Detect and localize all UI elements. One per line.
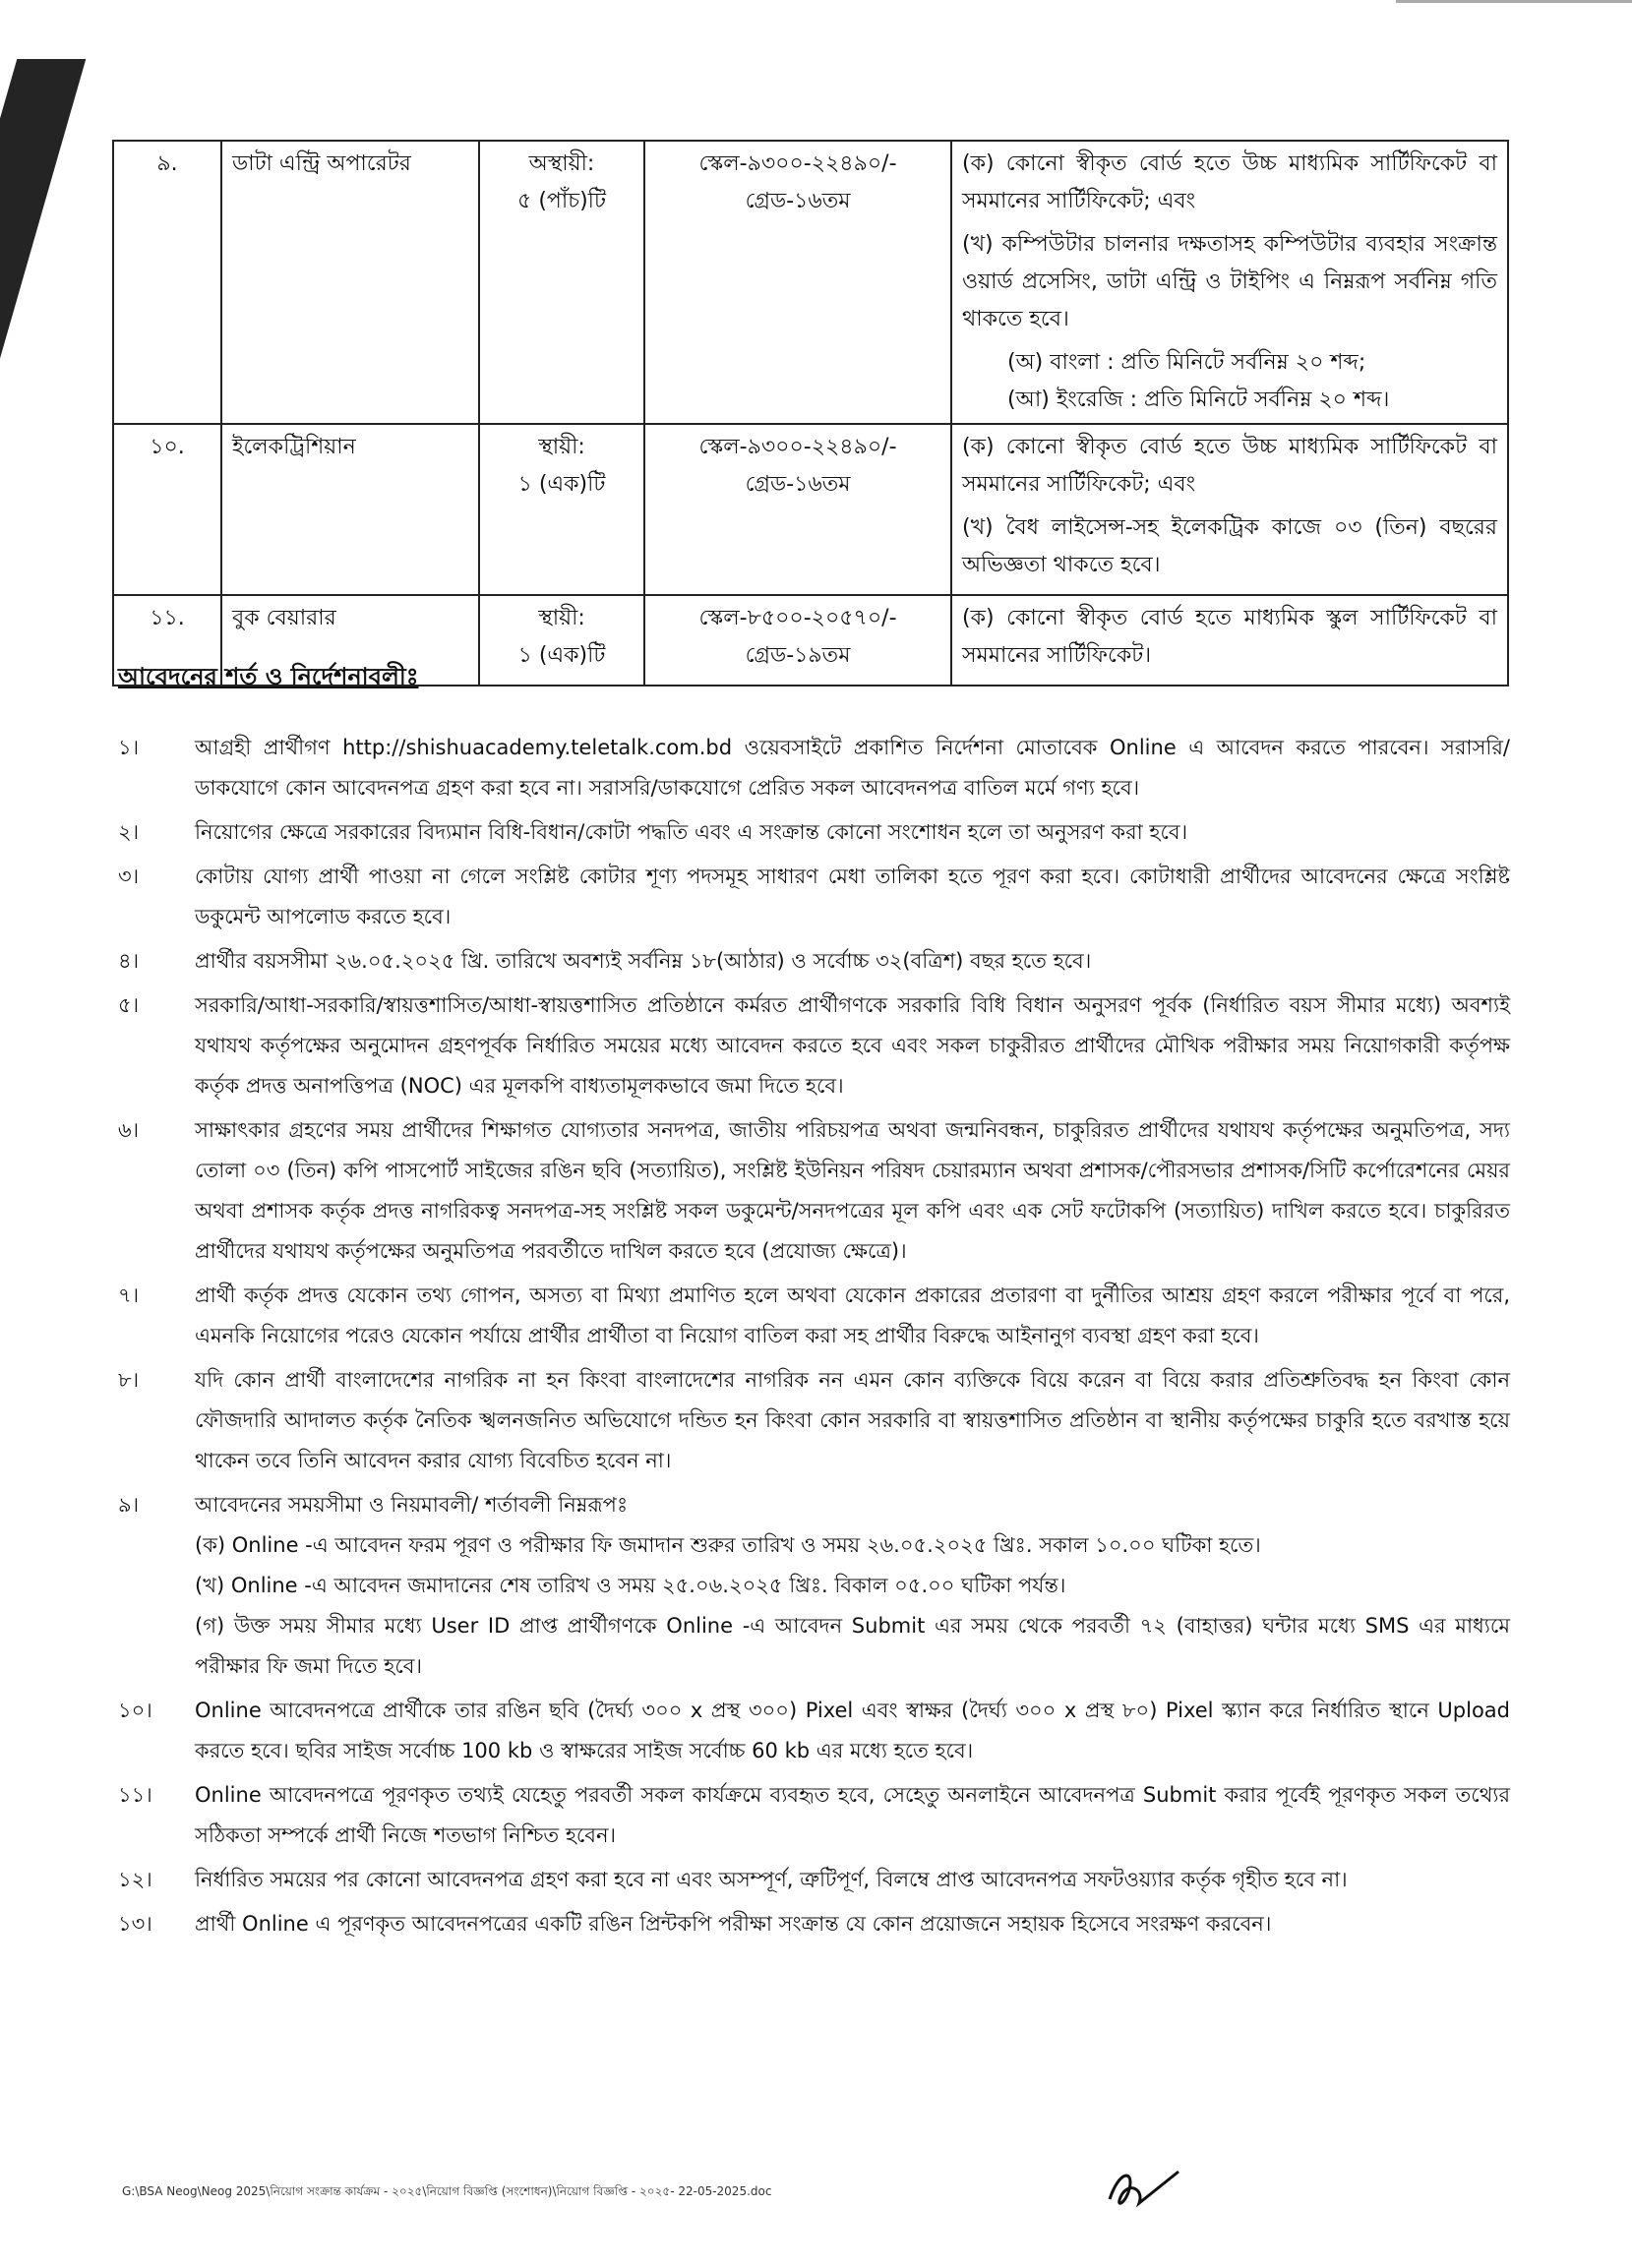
instruction-item <box>118 985 1510 1106</box>
posts-table <box>112 140 1509 686</box>
qualification-item: (ক) কোনো স্বীকৃত বোর্ড হতে মাধ্যমিক স্কুল সার্টিফিকেট বা সমমানের সার্টিফিকেট। <box>962 606 1497 668</box>
instruction-item <box>118 812 1510 853</box>
instruction-item <box>118 1360 1510 1481</box>
instruction-item <box>118 1904 1510 1944</box>
serial-cell: ১১. <box>113 595 221 686</box>
instruction-item <box>118 1775 1510 1856</box>
conditions-heading: আবেদনের শর্ত ও নির্দেশনাবলীঃ <box>118 663 419 690</box>
instruction-text: সাক্ষাৎকার গ্রহণের সময় প্রার্থীদের শিক্ষাগত যোগ্যতার সনদপত্র, জাতীয় পরিচয়পত্র অথবা জন্মনিবন্ধন, চাকুরিরত প্রার্থীদের যথাযথ কর্তৃপক্ষের অনুমতিপত্র, সদ্য তোলা ০৩ (তিন) কপি পাসপোর্ট সাইজের রঙিন ছবি (সত্যায়িত), সংশ্লিষ্ট ইউনিয়ন পরিষদ চেয়ারম্যান অথবা প্রশাসক/পৌরসভার প্রশাসক/সিটি কর্পোরেশনের মেয়র অথবা প্রশাসক কর্তৃক প্রদত্ত নাগরিকত্ব সনদপত্র-সহ সংশ্লিষ্ট সকল ডকুমেন্ট/সনদপত্রের মূল কপি এবং এক সেট ফটোকপি (সত্যায়িত) দাখিল করতে হবে। চাকুরিরত প্রার্থীদের যথাযথ কর্তৃপক্ষের অনুমতিপত্র পরবর্তীতে দাখিল করতে হবে (প্রযোজ্য ক্ষেত্রে)। <box>195 1118 1510 1263</box>
instruction-number: ৩। <box>118 865 140 888</box>
pay-grade: গ্রেড-১৬তম <box>745 472 851 497</box>
pay-grade: গ্রেড-১৯তম <box>745 643 851 668</box>
instruction-text: নিয়োগের ক্ষেত্রে সরকারের বিদ্যমান বিধি-বিধান/কোটা পদ্ধতি এবং এ সংক্রান্ত কোনো সংশোধন হলে তা অনুসরণ করা হবে। <box>195 820 1188 844</box>
pay-scale: স্কেল-৯৩০০-২২৪৯০/- <box>698 435 897 459</box>
instruction-subitem: (খ) Online -এ আবেদন জমাদানের শেষ তারিখ ও সময় ২৫.০৬.২০২৫ খ্রিঃ. বিকাল ০৫.০০ ঘটিকা পর্যন্ত। <box>195 1574 1066 1597</box>
pay-scale: স্কেল-৯৩০০-২২৪৯০/- <box>698 151 897 176</box>
file-path-footer: G:\BSA Neog\Neog 2025\নিয়োগ সংক্রান্ত কার্যক্রম - ২০২৫\নিয়োগ বিজ্ঞপ্তি (সংশোধন)\নিয়োগ বিজ্ঞপ্তি - ২০২৫- 22-05-2025.doc <box>122 2184 772 2198</box>
count-type: অস্থায়ী: <box>528 151 595 176</box>
post-count-cell <box>479 424 644 595</box>
serial-cell: ৯. <box>113 141 221 424</box>
instruction-number: ১২। <box>118 1868 152 1891</box>
post-count-cell <box>479 141 644 424</box>
qualification-item: (ক) কোনো স্বীকৃত বোর্ড হতে উচ্চ মাধ্যমিক সার্টিফিকেট বা সমমানের সার্টিফিকেট; এবং <box>962 151 1497 213</box>
pay-scale-cell <box>644 424 951 595</box>
pay-scale-cell <box>644 595 951 686</box>
pay-grade: গ্রেড-১৬তম <box>745 189 851 213</box>
instruction-text: যদি কোন প্রার্থী বাংলাদেশের নাগরিক না হন কিংবা বাংলাদেশের নাগরিক নন এমন কোন ব্যক্তিকে বিয়ে করেন বা বিয়ে করার প্রতিশ্রুতিবদ্ধ হন কিংবা কোন ফৌজদারি আদালত কর্তৃক নৈতিক স্খলনজনিত অভিযোগে দন্ডিত হন কিংবা কোন সরকারি বা স্বায়ত্তশাসিত প্রতিষ্ঠান বা স্থানীয় কর্তৃপক্ষের চাকুরি হতে বরখাস্ত হয়ে থাকেন তবে তিনি আবেদন করার যোগ্য বিবেচিত হবেন না। <box>195 1368 1510 1472</box>
count-value: ৫ (পাঁচ)টি <box>517 189 606 213</box>
instruction-text: নির্ধারিত সময়ের পর কোনো আবেদনপত্র গ্রহণ করা হবে না এবং অসম্পূর্ণ, ত্রুটিপূর্ণ, বিলম্বে প্রাপ্ত আবেদনপত্র সফটওয়্যার কর্তৃক গৃহীত হবে না। <box>195 1868 1348 1891</box>
instruction-number: ৮। <box>118 1368 140 1392</box>
qualification-item: (ক) কোনো স্বীকৃত বোর্ড হতে উচ্চ মাধ্যমিক সার্টিফিকেট বা সমমানের সার্টিফিকেট; এবং <box>962 435 1497 497</box>
count-value: ১ (এক)টি <box>517 472 606 497</box>
post-count-cell <box>479 595 644 686</box>
instruction-number: ৭। <box>118 1283 140 1307</box>
table-row <box>113 141 1508 424</box>
instruction-number: ১। <box>118 736 140 759</box>
qualification-item: (খ) বৈধ লাইসেন্স-সহ ইলেকট্রিক কাজে ০৩ (তিন) বছরের অভিজ্ঞতা থাকতে হবে। <box>962 515 1497 577</box>
instruction-item <box>118 1276 1510 1356</box>
instruction-text: কোটায় যোগ্য প্রার্থী পাওয়া না গেলে সংশ্লিষ্ট কোটার শূণ্য পদসমূহ সাধারণ মেধা তালিকা হতে পূরণ করা হবে। কোটাধারী প্রার্থীদের আবেদনের ক্ষেত্রে সংশ্লিষ্ট ডকুমেন্ট আপলোড করতে হবে। <box>195 865 1510 928</box>
instruction-item <box>118 857 1510 937</box>
count-type: স্থায়ী: <box>538 606 585 630</box>
instruction-subitem: (ক) Online -এ আবেদন ফরম পূরণ ও পরীক্ষার ফি জমাদান শুরুর তারিখ ও সময় ২৬.০৫.২০২৫ খ্রিঃ. সকাল ১০.০০ ঘটিকা হতে। <box>195 1533 1261 1557</box>
instruction-item <box>118 728 1510 808</box>
scan-top-line <box>1396 0 1632 9</box>
pay-scale-cell <box>644 141 951 424</box>
instruction-text: আবেদনের সময়সীমা ও নিয়মাবলী/ শর্তাবলী নিম্নরূপঃ <box>195 1493 629 1517</box>
qualification-cell <box>951 424 1508 595</box>
instruction-number: ১১। <box>118 1783 152 1807</box>
qualification-subitem: (আ) ইংরেজি : প্রতি মিনিটে সর্বনিম্ন ২০ শব্দ। <box>1007 388 1390 412</box>
instruction-number: ১৩। <box>118 1912 152 1936</box>
qualification-cell <box>951 141 1508 424</box>
instruction-text: প্রার্থীর বয়সসীমা ২৬.০৫.২০২৫ খ্রি. তারিখে অবশ্যই সর্বনিম্ন ১৮(আঠার) ও সর্বোচ্চ ৩২(বত্রিশ) বছর হতে হবে। <box>195 949 1092 973</box>
instruction-item <box>118 1691 1510 1771</box>
instruction-item <box>118 1110 1510 1272</box>
count-type: স্থায়ী: <box>538 435 585 459</box>
qualification-subitem: (অ) বাংলা : প্রতি মিনিটে সর্বনিম্ন ২০ শব্দ; <box>1007 350 1366 375</box>
serial-cell: ১০. <box>113 424 221 595</box>
instruction-number: ৬। <box>118 1118 140 1142</box>
instruction-number: ৫। <box>118 993 140 1017</box>
count-value: ১ (এক)টি <box>517 643 606 668</box>
table-row <box>113 424 1508 595</box>
instruction-item <box>118 941 1510 982</box>
instruction-text: আগ্রহী প্রার্থীগণ http://shishuacademy.teletalk.com.bd ওয়েবসাইটে প্রকাশিত নির্দেশনা মোতাবেক Online এ আবেদন করতে পারবেন। সরাসরি/ডাকযোগে কোন আবেদনপত্র গ্রহণ করা হবে না। সরাসরি/ডাকযোগে প্রেরিত সকল আবেদনপত্র বাতিল মর্মে গণ্য হবে। <box>195 736 1510 800</box>
post-name-cell: ডাটা এন্ট্রি অপারেটর <box>221 141 479 424</box>
instruction-number: ১০। <box>118 1699 152 1722</box>
instruction-text: Online আবেদনপত্রে প্রার্থীকে তার রঙিন ছবি (দৈর্ঘ্য ৩০০ x প্রস্থ ৩০০) Pixel এবং স্বাক্ষর (দৈর্ঘ্য ৩০০ x প্রস্থ ৮০) Pixel স্ক্যান করে নির্ধারিত স্থানে Upload করতে হবে। ছবির সাইজ সর্বোচ্চ 100 kb ও স্বাক্ষরের সাইজ সর্বোচ্চ 60 kb এর মধ্যে হতে হবে। <box>195 1699 1510 1762</box>
post-name-cell: ইলেকট্রিশিয়ান <box>221 424 479 595</box>
instruction-item <box>118 1485 1510 1687</box>
instruction-item <box>118 1860 1510 1900</box>
scan-edge-mark <box>0 59 86 384</box>
instruction-number: ৯। <box>118 1493 140 1517</box>
post-name-cell: বুক বেয়ারার <box>221 595 479 686</box>
qualification-cell <box>951 595 1508 686</box>
instructions-list <box>118 728 1510 1948</box>
instruction-number: ৪। <box>118 949 140 973</box>
instruction-subitem: (গ) উক্ত সময় সীমার মধ্যে User ID প্রাপ্ত প্রার্থীগণকে Online -এ আবেদন Submit এর সময় থেকে পরবর্তী ৭২ (বাহাত্তর) ঘন্টার মধ্যে SMS এর মাধ্যমে পরীক্ষার ফি জমা দিতে হবে। <box>195 1614 1510 1678</box>
instruction-text: সরকারি/আধা-সরকারি/স্বায়ত্তশাসিত/আধা-স্বায়ত্তশাসিত প্রতিষ্ঠানে কর্মরত প্রার্থীগণকে সরকারি বিধি বিধান অনুসরণ পূর্বক (নির্ধারিত বয়স সীমার মধ্যে) অবশ্যই যথাযথ কর্তৃপক্ষের অনুমোদন গ্রহণপূর্বক নির্ধারিত সময়ের মধ্যে আবেদন করতে হবে এবং সকল চাকুরীরত প্রার্থীদের মৌখিক পরীক্ষার সময় নিয়োগকারী কর্তৃপক্ষ কর্তৃক প্রদত্ত অনাপত্তিপত্র (NOC) এর মূলকপি বাধ্যতামূলকভাবে জমা দিতে হবে। <box>195 993 1510 1098</box>
instruction-number: ২। <box>118 820 140 844</box>
qualification-item: (খ) কম্পিউটার চালনার দক্ষতাসহ কম্পিউটার ব্যবহার সংক্রান্ত ওয়ার্ড প্রসেসিং, ডাটা এন্ট্রি ও টাইপিং এ নিম্নরূপ সর্বনিম্ন গতি থাকতে হবে। <box>962 232 1497 331</box>
instruction-text: প্রার্থী কর্তৃক প্রদত্ত যেকোন তথ্য গোপন, অসত্য বা মিথ্যা প্রমাণিত হলে অথবা যেকোন প্রকারের প্রতারণা বা দুর্নীতির আশ্রয় গ্রহণ করলে পরীক্ষার পূর্বে বা পরে, এমনকি নিয়োগের পরেও যেকোন পর্যায়ে প্রার্থীর প্রার্থীতা বা নিয়োগ বাতিল করা সহ প্রার্থীর বিরুদ্ধে আইনানুগ ব্যবস্থা গ্রহণ করা হবে। <box>195 1283 1510 1347</box>
instruction-text: Online আবেদনপত্রে পূরণকৃত তথ্যই যেহেতু পরবর্তী সকল কার্যক্রমে ব্যবহৃত হবে, সেহেতু অনলাইনে আবেদনপত্র Submit করার পূর্বেই পূরণকৃত সকল তথ্যের সঠিকতা সম্পর্কে প্রার্থী নিজে শতভাগ নিশ্চিত হবেন। <box>195 1783 1510 1847</box>
instruction-text-block <box>195 1485 1510 1687</box>
signature <box>1100 2160 1188 2219</box>
instruction-text: প্রার্থী Online এ পূরণকৃত আবেদনপত্রের একটি রঙিন প্রিন্টকপি পরীক্ষা সংক্রান্ত যে কোন প্রয়োজনে সহায়ক হিসেবে সংরক্ষণ করবেন। <box>195 1912 1272 1936</box>
pay-scale: স্কেল-৮৫০০-২০৫৭০/- <box>698 606 897 630</box>
